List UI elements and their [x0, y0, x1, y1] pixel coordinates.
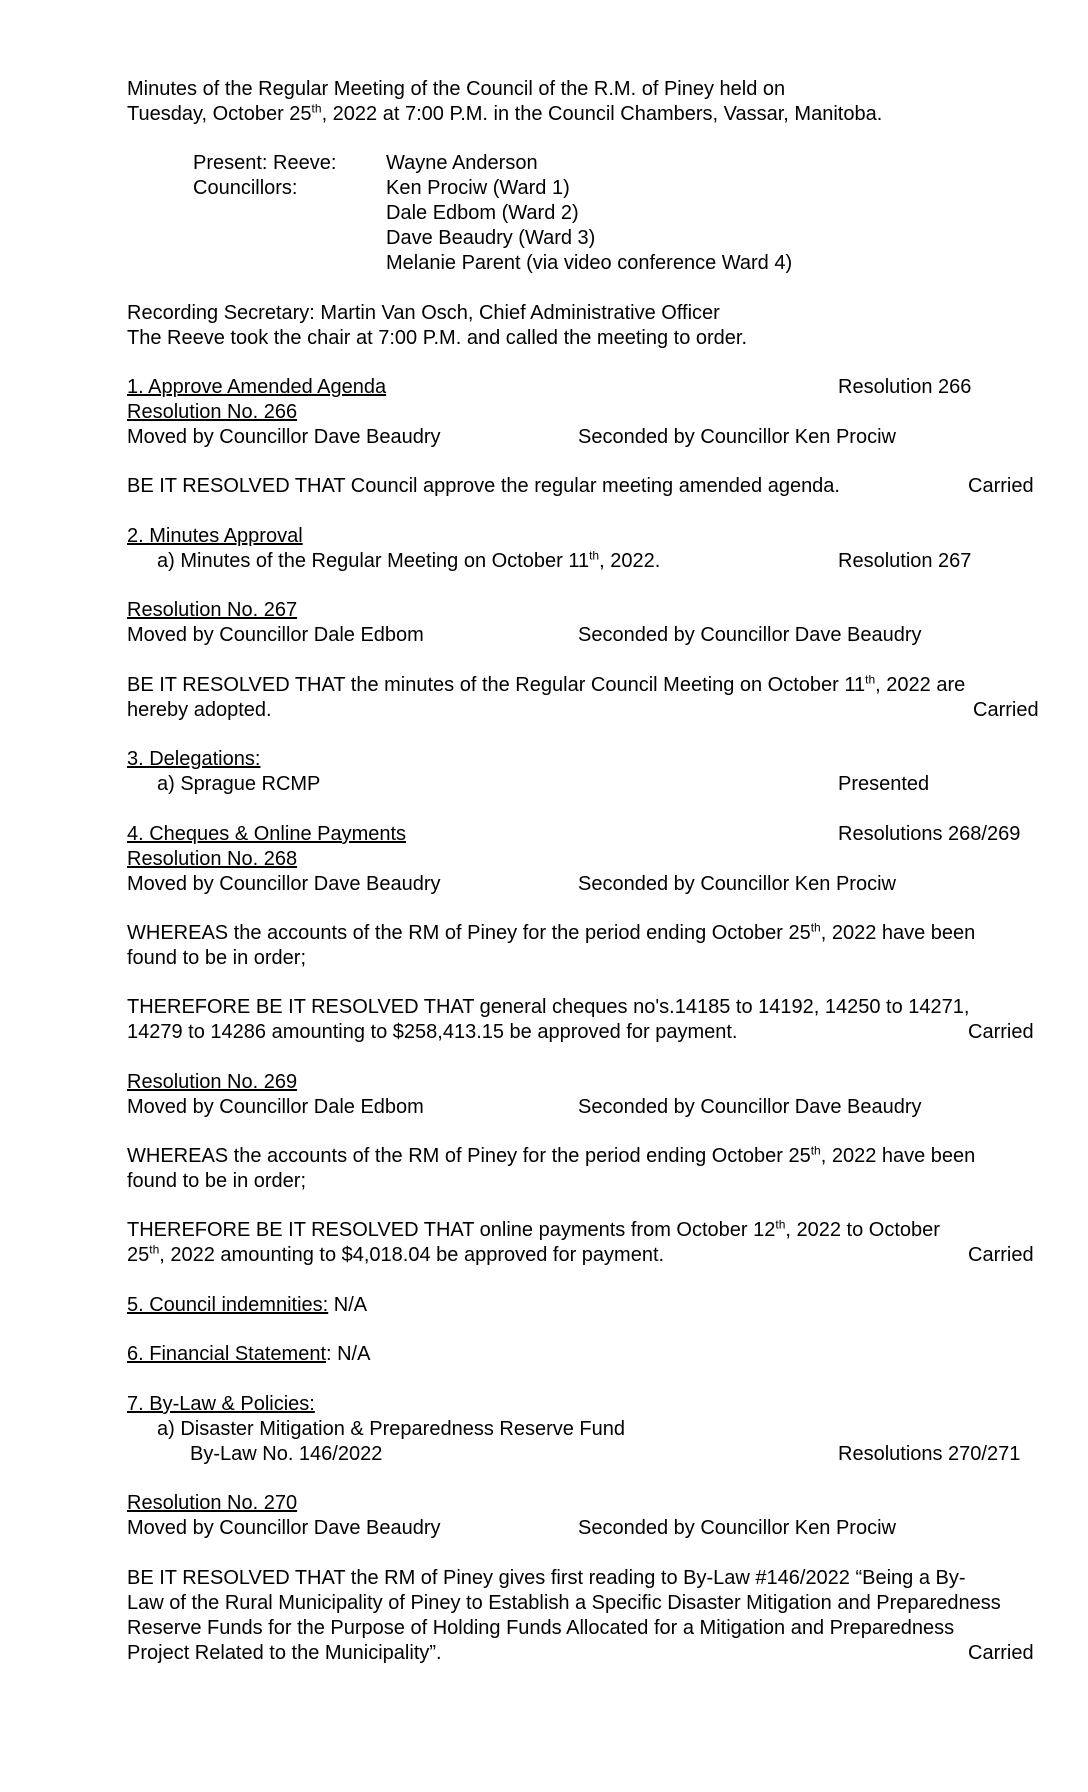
recording-secretary: Recording Secretary: Martin Van Osch, Chief Administrative Officer	[127, 302, 720, 324]
seconded-by: Seconded by Councillor Ken Prociw	[578, 873, 896, 895]
resolution-text: THEREFORE BE IT RESOLVED THAT online payments from October 12th, 2022 to October	[127, 1217, 940, 1241]
bylaw-item: a) Disaster Mitigation & Preparedness Reserve Fund	[157, 1418, 625, 1440]
seconded-by: Seconded by Councillor Ken Prociw	[578, 1517, 896, 1539]
moved-by: Moved by Councillor Dave Beaudry	[127, 1517, 441, 1539]
resolution-number: Resolution No. 270	[127, 1492, 298, 1514]
councillors-label: Councillors:	[193, 177, 298, 199]
resolution-text: hereby adopted.	[127, 699, 272, 721]
section-4-resolution-ref: Resolutions 268/269	[838, 823, 1021, 845]
section-7-heading: 7. By-Law & Policies:	[127, 1393, 315, 1415]
councillor-name: Ken Prociw (Ward 1)	[386, 177, 570, 199]
status-carried: Carried	[968, 1244, 1034, 1266]
resolution-text: BE IT RESOLVED THAT the minutes of the Regular Council Meeting on October 11th, 2022 are	[127, 672, 966, 696]
bylaw-number: By-Law No. 146/2022	[190, 1443, 383, 1465]
resolution-text: 14279 to 14286 amounting to $258,413.15 be approved for payment.	[127, 1021, 738, 1043]
resolution-text: THEREFORE BE IT RESOLVED THAT general cheques no's.14185 to 14192, 14250 to 14271,	[127, 996, 970, 1018]
whereas-text: WHEREAS the accounts of the RM of Piney for the period ending October 25th, 2022 have been	[127, 920, 976, 944]
seconded-by: Seconded by Councillor Dave Beaudry	[578, 1096, 922, 1118]
section-5-heading: 5. Council indemnities: N/A	[127, 1294, 368, 1316]
resolution-text: BE IT RESOLVED THAT Council approve the regular meeting amended agenda.	[127, 475, 840, 497]
section-2-heading: 2. Minutes Approval	[127, 525, 303, 547]
status-carried: Carried	[973, 699, 1039, 721]
section-6-heading: 6. Financial Statement: N/A	[127, 1343, 371, 1365]
resolution-number: Resolution No. 269	[127, 1071, 298, 1093]
moved-by: Moved by Councillor Dale Edbom	[127, 1096, 424, 1118]
agenda-item: a) Minutes of the Regular Meeting on October 11th, 2022.	[157, 548, 661, 572]
header-line-2: Tuesday, October 25th, 2022 at 7:00 P.M. in the Council Chambers, Vassar, Manitoba.	[127, 101, 883, 125]
section-3-heading: 3. Delegations:	[127, 748, 261, 770]
seconded-by: Seconded by Councillor Dave Beaudry	[578, 624, 922, 646]
councillor-name: Melanie Parent (via video conference Ward 4)	[386, 252, 793, 274]
resolution-number: Resolution No. 266	[127, 401, 298, 423]
resolution-number: Resolution No. 268	[127, 848, 298, 870]
resolution-number: Resolution No. 267	[127, 599, 298, 621]
section-7-resolution-ref: Resolutions 270/271	[838, 1443, 1021, 1465]
reeve-name: Wayne Anderson	[386, 152, 538, 174]
status-carried: Carried	[968, 475, 1034, 497]
whereas-text: WHEREAS the accounts of the RM of Piney for the period ending October 25th, 2022 have been	[127, 1143, 976, 1167]
section-4-heading: 4. Cheques & Online Payments	[127, 823, 407, 845]
section-2-resolution-ref: Resolution 267	[838, 550, 972, 572]
councillor-name: Dale Edbom (Ward 2)	[386, 202, 579, 224]
councillor-name: Dave Beaudry (Ward 3)	[386, 227, 596, 249]
section-1-resolution-ref: Resolution 266	[838, 376, 972, 398]
seconded-by: Seconded by Councillor Ken Prociw	[578, 426, 896, 448]
moved-by: Moved by Councillor Dale Edbom	[127, 624, 424, 646]
chair-statement: The Reeve took the chair at 7:00 P.M. and called the meeting to order.	[127, 327, 748, 349]
resolution-text: 25th, 2022 amounting to $4,018.04 be approved for payment.	[127, 1242, 665, 1266]
status-presented: Presented	[838, 773, 930, 795]
resolution-text: Reserve Funds for the Purpose of Holding Funds Allocated for a Mitigation and Preparedness	[127, 1617, 955, 1639]
whereas-text: found to be in order;	[127, 1170, 307, 1192]
status-carried: Carried	[968, 1642, 1034, 1664]
section-1-heading: 1. Approve Amended Agenda	[127, 376, 387, 398]
resolution-text: Project Related to the Municipality”.	[127, 1642, 442, 1664]
delegation-item: a) Sprague RCMP	[157, 773, 321, 795]
present-label: Present: Reeve:	[193, 152, 337, 174]
moved-by: Moved by Councillor Dave Beaudry	[127, 873, 441, 895]
resolution-text: Law of the Rural Municipality of Piney to Establish a Specific Disaster Mitigation and Preparedness	[127, 1592, 1001, 1614]
header-line-1: Minutes of the Regular Meeting of the Council of the R.M. of Piney held on	[127, 78, 786, 100]
status-carried: Carried	[968, 1021, 1034, 1043]
whereas-text: found to be in order;	[127, 947, 307, 969]
moved-by: Moved by Councillor Dave Beaudry	[127, 426, 441, 448]
resolution-text: BE IT RESOLVED THAT the RM of Piney gives first reading to By-Law #146/2022 “Being a By-	[127, 1567, 966, 1589]
